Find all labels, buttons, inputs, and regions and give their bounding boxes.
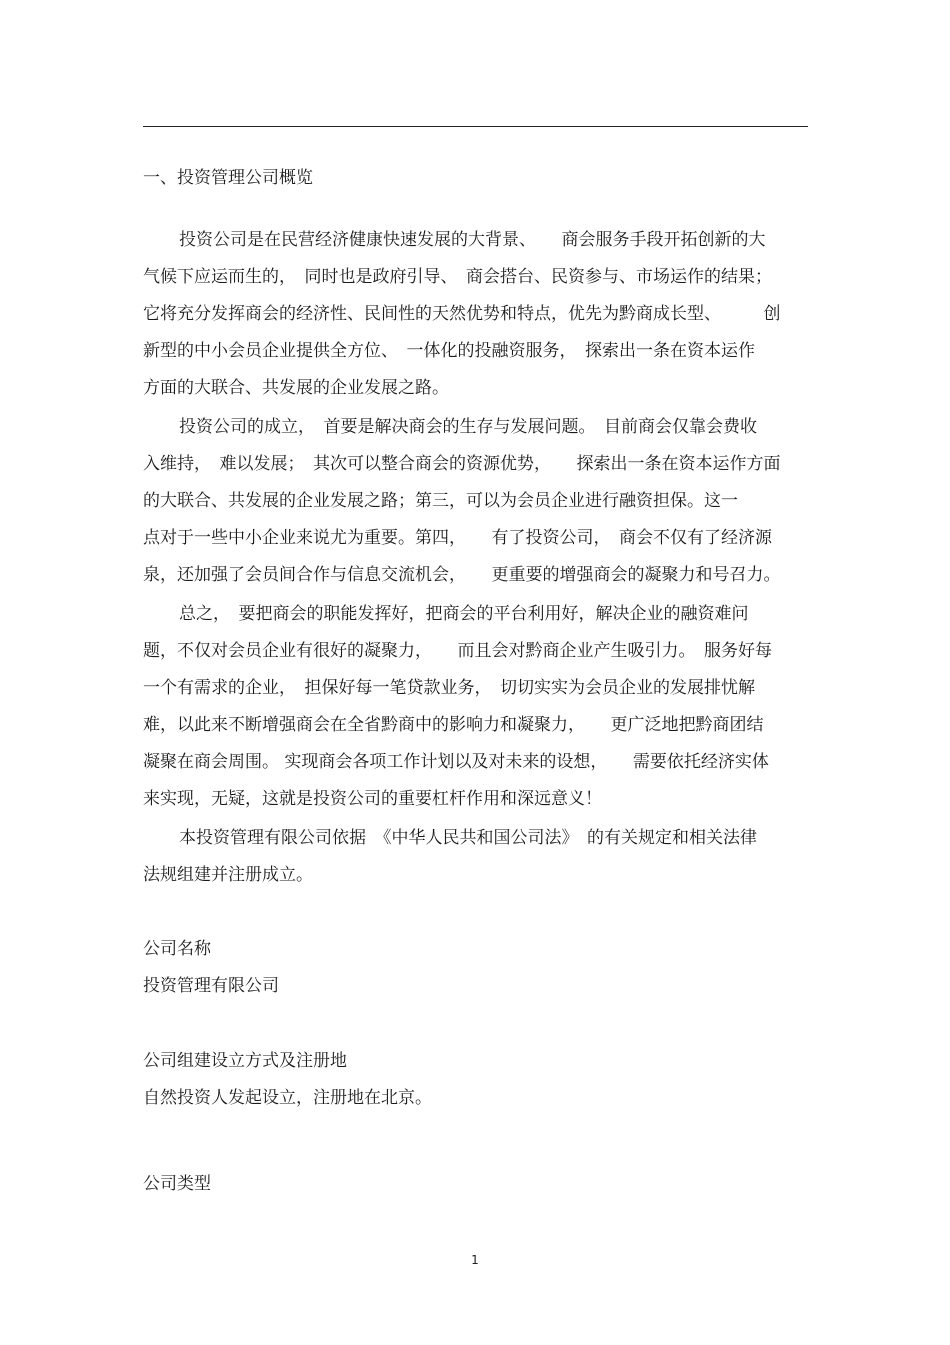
paragraph-line: 的大联合、共发展的企业发展之路；第三，可以为会员企业进行融资担保。这一 xyxy=(143,491,738,511)
body-paragraph-2 xyxy=(143,409,813,594)
paragraph-line: 点对于一些中小企业来说尤为重要。第四， 有了投资公司， 商会不仅有了经济源 xyxy=(143,528,772,548)
paragraph-line: 入维持， 难以发展； 其次可以整合商会的资源优势， 探索出一条在资本运作方面 xyxy=(143,454,781,474)
paragraph-line: 来实现，无疑，这就是投资公司的重要杠杆作用和深远意义！ xyxy=(143,789,602,809)
company-name-section xyxy=(143,931,813,1005)
paragraph-line: 凝聚在商会周围。 实现商会各项工作计划以及对未来的设想， 需要依托经济实体 xyxy=(143,752,769,772)
establishment-section xyxy=(143,1043,813,1117)
company-name-label: 公司名称 xyxy=(143,939,211,959)
body-paragraph-1 xyxy=(143,222,813,407)
paragraph-line: 投资公司是在民营经济健康快速发展的大背景、 商会服务手段开拓创新的大 xyxy=(179,230,766,250)
paragraph-line: 本投资管理有限公司依据 《中华人民共和国公司法》 的有关规定和相关法律 xyxy=(179,828,757,848)
paragraph-line: 一个有需求的企业， 担保好每一笔贷款业务， 切切实实为会员企业的发展排忧解 xyxy=(143,678,755,698)
paragraph-line: 难，以此来不断增强商会在全省黔商中的影响力和凝聚力， 更广泛地把黔商团结 xyxy=(143,715,764,735)
company-name-value: 投资管理有限公司 xyxy=(143,976,279,996)
paragraph-line: 法规组建并注册成立。 xyxy=(143,865,313,885)
company-type-label: 公司类型 xyxy=(143,1174,211,1194)
page-number: 1 xyxy=(471,1253,479,1267)
section-heading xyxy=(143,160,813,197)
paragraph-line: 泉，还加强了会员间合作与信息交流机会， 更重要的增强商会的凝聚力和号召力。 xyxy=(143,565,781,585)
paragraph-line: 方面的大联合、共发展的企业发展之路。 xyxy=(143,378,449,398)
company-type-section xyxy=(143,1166,813,1203)
paragraph-line: 总之， 要把商会的职能发挥好，把商会的平台利用好，解决企业的融资难问 xyxy=(179,604,749,624)
establishment-label: 公司组建设立方式及注册地 xyxy=(143,1051,347,1071)
establishment-value: 自然投资人发起设立，注册地在北京。 xyxy=(143,1088,432,1108)
section-heading-text: 一、投资管理公司概览 xyxy=(143,168,313,188)
paragraph-line: 新型的中小会员企业提供全方位、 一体化的投融资服务， 探索出一条在资本运作 xyxy=(143,341,755,361)
body-paragraph-3 xyxy=(143,596,813,818)
body-paragraph-4 xyxy=(143,820,813,894)
paragraph-line: 气候下应运而生的， 同时也是政府引导、 商会搭台、民资参与、市场运作的结果； xyxy=(143,267,772,287)
header-rule xyxy=(143,126,808,127)
paragraph-line: 它将充分发挥商会的经济性、民间性的天然优势和特点，优先为黔商成长型、 创 xyxy=(143,304,781,324)
paragraph-line: 投资公司的成立， 首要是解决商会的生存与发展问题。 目前商会仅靠会费收 xyxy=(179,417,757,437)
paragraph-line: 题，不仅对会员企业有很好的凝聚力， 而且会对黔商企业产生吸引力。 服务好每 xyxy=(143,641,772,661)
